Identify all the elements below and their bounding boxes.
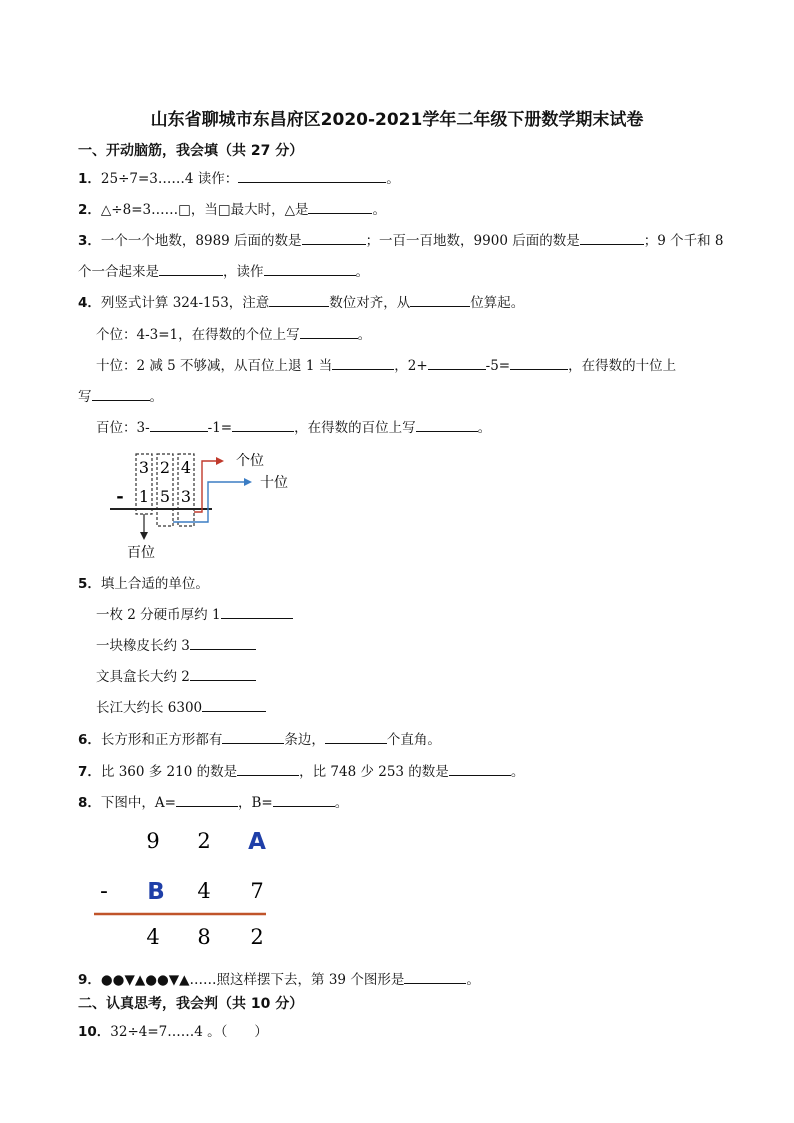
question-text: 。 — [466, 972, 480, 988]
digit-7: 7 — [250, 879, 264, 903]
question-5-item-4 — [96, 696, 266, 716]
question-3-continued — [78, 260, 369, 280]
question-5 — [78, 572, 209, 592]
question-text: ，比 748 少 253 的数是 — [299, 764, 449, 780]
question-text: 十位：2 减 5 不够减，从百位上退 1 当 — [96, 358, 333, 374]
answer-blank[interactable] — [300, 325, 358, 339]
question-text: ，B= — [237, 795, 273, 811]
question-text: 下图中，A= — [100, 795, 176, 811]
question-text: 个一合起来是 — [78, 264, 159, 280]
answer-blank[interactable] — [190, 667, 256, 681]
question-2 — [78, 198, 386, 218]
subtraction-place-value-diagram — [100, 446, 320, 564]
ones-arrowhead-icon — [216, 457, 224, 465]
answer-blank[interactable] — [449, 762, 511, 776]
digit-4: 4 — [197, 879, 211, 903]
question-4 — [78, 291, 524, 311]
question-8 — [78, 791, 348, 811]
question-text: -1= — [207, 420, 233, 436]
label-ones: 个位 — [236, 453, 264, 469]
question-text: 文具盒长大约 2 — [96, 669, 190, 685]
answer-blank[interactable] — [237, 762, 299, 776]
question-text: 百位：3- — [96, 420, 150, 436]
question-text: 。 — [357, 327, 372, 343]
top-digit-tens: 2 — [159, 458, 171, 477]
answer-blank[interactable] — [92, 387, 150, 401]
answer-blank[interactable] — [410, 293, 470, 307]
label-tens: 十位 — [260, 475, 288, 491]
question-text: 个位：4-3=1，在得数的个位上写 — [96, 327, 300, 343]
question-text: ，在得数的百位上写 — [294, 420, 416, 436]
section-2-heading: 二、认真思考，我会判（共 10 分） — [78, 996, 304, 1012]
minus-sign: - — [100, 879, 108, 904]
answer-blank[interactable] — [404, 970, 466, 984]
result-digit-8: 8 — [197, 925, 211, 949]
answer-blank[interactable] — [221, 605, 293, 619]
question-4-tens — [96, 354, 676, 374]
question-5-item-3 — [96, 665, 256, 685]
digit-2: 2 — [197, 829, 211, 853]
question-text: 写 — [78, 389, 92, 405]
answer-blank[interactable] — [202, 698, 266, 712]
question-7 — [78, 760, 524, 780]
answer-blank[interactable] — [264, 262, 356, 276]
question-text: 个直角。 — [386, 732, 441, 748]
question-number: 3． — [78, 233, 101, 249]
answer-blank[interactable] — [428, 356, 486, 370]
question-9 — [78, 968, 480, 988]
ones-arrow — [194, 461, 218, 512]
question-number: 1． — [78, 171, 101, 187]
question-text: 32÷4=7……4 。（ ） — [110, 1024, 268, 1040]
result-digit-4: 4 — [146, 925, 160, 949]
answer-blank[interactable] — [416, 418, 478, 432]
question-10 — [78, 1020, 268, 1040]
question-4-tens-continued — [78, 385, 163, 405]
question-text: 比 360 多 210 的数是 — [100, 764, 238, 780]
question-text: 位算起。 — [470, 295, 525, 311]
question-number: 2． — [78, 202, 101, 218]
answer-blank[interactable] — [580, 231, 644, 245]
question-text: 数位对齐，从 — [329, 295, 411, 311]
question-number: 10． — [78, 1024, 111, 1040]
question-text: ，2+ — [394, 358, 428, 374]
bottom-digit-hundreds: 1 — [138, 487, 150, 506]
question-1 — [78, 167, 400, 187]
question-number: 6． — [78, 732, 101, 748]
question-number: 5． — [78, 576, 101, 592]
answer-blank[interactable] — [176, 793, 238, 807]
question-text: 一枚 2 分硬币厚约 1 — [96, 607, 221, 623]
question-text: 一块橡皮长约 3 — [96, 638, 190, 654]
question-text: 列竖式计算 324-153，注意 — [100, 295, 270, 311]
hundreds-arrowhead-icon — [140, 532, 148, 540]
top-digit-ones: 4 — [180, 458, 192, 477]
question-text: 。 — [372, 202, 386, 218]
question-text: △÷8=3……□，当□最大时，△是 — [100, 202, 309, 218]
question-6 — [78, 728, 441, 748]
question-text: 填上合适的单位。 — [100, 576, 209, 592]
question-number: 4． — [78, 295, 101, 311]
question-text: 。 — [510, 764, 525, 780]
answer-blank[interactable] — [269, 293, 329, 307]
answer-blank[interactable] — [273, 793, 335, 807]
letter-a: A — [248, 829, 266, 855]
bottom-digit-tens: 5 — [159, 487, 171, 506]
question-text: ，读作 — [223, 264, 264, 280]
answer-blank[interactable] — [150, 418, 208, 432]
letter-b: B — [147, 879, 165, 905]
answer-blank[interactable] — [190, 636, 256, 650]
question-5-item-1 — [96, 603, 293, 623]
tens-arrowhead-icon — [244, 478, 252, 486]
answer-blank[interactable] — [325, 730, 387, 744]
question-text: 。 — [334, 795, 349, 811]
answer-blank[interactable] — [308, 200, 372, 214]
question-4-hundreds — [96, 416, 491, 436]
question-text: 。 — [355, 264, 369, 280]
subtraction-puzzle-figure — [86, 822, 286, 954]
answer-blank[interactable] — [238, 169, 386, 183]
label-hundreds: 百位 — [127, 545, 155, 561]
question-text: ●●▼▲●●▼▲……照这样摆下去，第 39 个图形是 — [100, 972, 405, 988]
question-text: 。 — [386, 171, 400, 187]
question-number: 7． — [78, 764, 101, 780]
section-1-heading: 一、开动脑筋，我会填（共 27 分） — [78, 143, 304, 159]
bottom-digit-ones: 3 — [180, 487, 192, 506]
answer-blank[interactable] — [332, 356, 394, 370]
answer-blank[interactable] — [159, 262, 223, 276]
question-text: ；一百一百地数，9900 后面的数是 — [365, 233, 580, 249]
question-text: 长方形和正方形都有 — [100, 732, 223, 748]
question-text: -5= — [485, 358, 511, 374]
question-3 — [78, 229, 723, 249]
question-text: 条边， — [284, 732, 325, 748]
question-text: 。 — [149, 389, 163, 405]
question-5-item-2 — [96, 634, 256, 654]
question-text: 长江大约长 6300 — [96, 700, 203, 716]
answer-blank[interactable] — [222, 730, 284, 744]
answer-blank[interactable] — [510, 356, 568, 370]
question-text: ；9 个千和 8 — [643, 233, 724, 249]
minus-sign: - — [116, 486, 124, 507]
result-digit-2: 2 — [250, 925, 264, 949]
page-title: 山东省聊城市东昌府区2020-2021学年二年级下册数学期末试卷 — [150, 110, 644, 130]
answer-blank[interactable] — [302, 231, 366, 245]
answer-blank[interactable] — [232, 418, 294, 432]
question-4-ones — [96, 323, 371, 343]
question-number: 8． — [78, 795, 101, 811]
question-text: ，在得数的十位上 — [568, 358, 677, 374]
digit-9: 9 — [146, 829, 160, 853]
question-text: 。 — [477, 420, 492, 436]
question-text: 一个一个地数，8989 后面的数是 — [100, 233, 302, 249]
question-text: 25÷7=3……4 读作： — [100, 171, 239, 187]
top-digit-hundreds: 3 — [138, 458, 150, 477]
question-number: 9． — [78, 972, 101, 988]
